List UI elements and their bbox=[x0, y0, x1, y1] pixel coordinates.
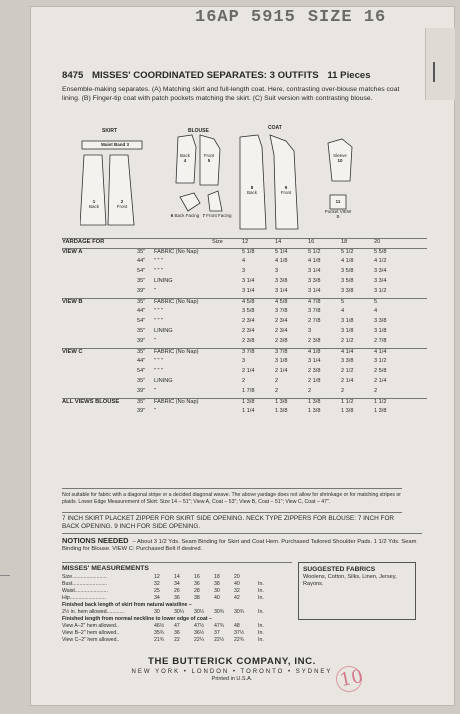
fabric-type: " bbox=[154, 288, 156, 294]
yardage-value: 5 bbox=[374, 299, 378, 305]
yardage-value: 2 5/8 bbox=[374, 368, 387, 374]
measurements-title: MISSES' MEASUREMENTS bbox=[62, 565, 149, 572]
piece-5-name: Front bbox=[203, 153, 215, 158]
yardage-value: 4 1/4 bbox=[341, 349, 354, 355]
yardage-row bbox=[62, 288, 427, 298]
yardage-value: 2 3/8 bbox=[308, 368, 321, 374]
yardage-value: 1 1/2 bbox=[341, 399, 354, 405]
yardage-value: 2 3/4 bbox=[242, 318, 255, 324]
envelope-flap bbox=[425, 28, 455, 100]
measurement-value: 40 bbox=[234, 581, 240, 587]
yardage-value: 1 3/8 bbox=[275, 408, 288, 414]
piece-8-label bbox=[242, 185, 262, 195]
measurement-caption: Finished length from normal neckline to lower edge of coat – bbox=[62, 616, 212, 622]
measurement-unit: In. bbox=[258, 637, 264, 643]
view-name: VIEW C bbox=[62, 349, 83, 355]
yardage-row bbox=[62, 248, 427, 258]
yardage-value: 4 5/8 bbox=[242, 299, 255, 305]
measurement-value: 48 bbox=[234, 623, 240, 629]
measurement-row bbox=[62, 588, 292, 595]
skirt-front-piece bbox=[108, 155, 134, 225]
yardage-value: 2 3/8 bbox=[242, 338, 255, 344]
yardage-value: 2 bbox=[275, 378, 279, 384]
measurement-value: 30¾ bbox=[234, 609, 245, 615]
fabric-width: 54" bbox=[137, 368, 146, 374]
measurement-value: 42 bbox=[234, 595, 240, 601]
yardage-value: 2 3/4 bbox=[242, 328, 255, 334]
measurement-value: 36 bbox=[174, 630, 180, 636]
yardage-row bbox=[62, 268, 427, 278]
size-col-14: 14 bbox=[275, 239, 282, 245]
yardage-value: 1 1/4 bbox=[242, 408, 255, 414]
blouse-label: BLOUSE bbox=[188, 128, 209, 134]
yardage-value: 2 bbox=[341, 388, 345, 394]
yardage-value: 3 7/8 bbox=[275, 349, 288, 355]
yardage-value: 3 3/8 bbox=[341, 358, 354, 364]
yardage-value: 3 5/8 bbox=[341, 278, 354, 284]
yardage-value: 2 3/4 bbox=[275, 328, 288, 334]
yardage-row bbox=[62, 308, 427, 318]
measurement-value: 30 bbox=[214, 588, 220, 594]
fabric-width: 35" bbox=[137, 328, 146, 334]
yardage-value: 2 1/4 bbox=[341, 378, 354, 384]
measurement-value: 46½ bbox=[154, 623, 165, 629]
fabric-width: 44" bbox=[137, 258, 146, 264]
yardage-value: 3 1/8 bbox=[275, 358, 288, 364]
fabric-type: " bbox=[154, 388, 156, 394]
fabric-type: " " " bbox=[154, 358, 164, 364]
measurement-label: Bust........................ bbox=[62, 581, 107, 587]
size-col-20: 20 bbox=[374, 239, 381, 245]
yardage-value: 4 bbox=[242, 258, 246, 264]
yardage-value: 2 1/2 bbox=[341, 368, 354, 374]
fabric-width: 35" bbox=[137, 249, 146, 255]
fabric-type: FABRIC (No Nap) bbox=[154, 399, 199, 405]
fabric-type: FABRIC (No Nap) bbox=[154, 299, 199, 305]
view-name: VIEW B bbox=[62, 299, 83, 305]
yardage-value: 3 1/4 bbox=[308, 358, 321, 364]
measurement-row bbox=[62, 574, 292, 581]
yardage-value: 3 1/2 bbox=[374, 288, 387, 294]
measurement-label: View C–2" hem allowed.. bbox=[62, 637, 120, 643]
pencil-mark: 10 bbox=[338, 665, 365, 692]
yardage-value: 3 7/8 bbox=[308, 308, 321, 314]
yardage-value: 3 7/8 bbox=[242, 349, 255, 355]
piece-1-label bbox=[84, 199, 104, 209]
measurement-value: 36 bbox=[174, 595, 180, 601]
fabric-type: " " " bbox=[154, 268, 164, 274]
piece-4-label bbox=[176, 153, 194, 163]
yardage-row bbox=[62, 328, 427, 338]
yardage-value: 3 1/4 bbox=[308, 268, 321, 274]
measurement-value: 38 bbox=[214, 581, 220, 587]
measurement-value: 30¾ bbox=[214, 609, 225, 615]
description: Ensemble-making separates. (A) Matching skirt and full-length coat. Here, contrasting over-blouse matches coat lining. (B) Finger-tip coat with patch pockets matching the skirt. (C) Suit version with contrasting blouse. bbox=[62, 86, 400, 102]
measurement-value: 30½ bbox=[194, 609, 205, 615]
yardage-value: 2 3/8 bbox=[308, 338, 321, 344]
yardage-header-label: YARDAGE FOR bbox=[62, 239, 105, 245]
suggested-fabrics bbox=[298, 562, 416, 620]
piece-9-name: Front bbox=[280, 190, 292, 195]
fabric-width: 54" bbox=[137, 268, 146, 274]
yardage-value: 4 bbox=[374, 308, 378, 314]
printed-in: Printed in U.S.A. bbox=[211, 676, 253, 682]
yardage-row bbox=[62, 368, 427, 378]
yardage-value: 1 3/8 bbox=[308, 408, 321, 414]
fabric-width: 35" bbox=[137, 378, 146, 384]
size-col-18: 18 bbox=[341, 239, 348, 245]
yardage-value: 2 7/8 bbox=[308, 318, 321, 324]
yardage-row bbox=[62, 388, 427, 398]
measurement-value: 34 bbox=[154, 595, 160, 601]
company-name: THE BUTTERICK COMPANY, INC. bbox=[148, 656, 316, 667]
notions-title: NOTIONS NEEDED bbox=[62, 536, 129, 545]
fabric-type: FABRIC (No Nap) bbox=[154, 249, 199, 255]
measurement-row bbox=[62, 595, 292, 602]
yardage-row bbox=[62, 258, 427, 268]
piece-10-num: 10 bbox=[337, 158, 343, 163]
suggested-title: SUGGESTED FABRICS bbox=[303, 566, 376, 573]
flap-mark bbox=[433, 62, 435, 82]
piece-7-num: 7 bbox=[202, 213, 205, 218]
yardage-value: 2 3/4 bbox=[275, 318, 288, 324]
size-header: Size bbox=[212, 239, 223, 245]
yardage-value: 4 1/2 bbox=[374, 258, 387, 264]
piece-5-label bbox=[200, 153, 218, 163]
measurement-value: 36½ bbox=[194, 630, 205, 636]
size-col-16: 16 bbox=[308, 239, 315, 245]
measurement-row bbox=[62, 623, 292, 630]
yardage-value: 3 bbox=[242, 358, 246, 364]
measurement-value: 35¾ bbox=[154, 630, 165, 636]
edge-mark bbox=[0, 575, 10, 576]
yardage-value: 3 1/4 bbox=[242, 278, 255, 284]
measurement-value: 20 bbox=[234, 574, 240, 580]
fabric-width: 39" bbox=[137, 388, 146, 394]
piece-11-name: Pocket VIEW B bbox=[324, 209, 352, 219]
yardage-value: 3 1/4 bbox=[242, 288, 255, 294]
measurement-value: 37 bbox=[214, 630, 220, 636]
yardage-value: 5 1/2 bbox=[308, 249, 321, 255]
measurement-caption: Finished back length of skirt from natural waistline – bbox=[62, 602, 192, 608]
yardage-row bbox=[62, 358, 427, 368]
yardage-value: 2 1/8 bbox=[308, 378, 321, 384]
yardage-value: 3 3/8 bbox=[275, 278, 288, 284]
yardage-value: 1 3/8 bbox=[308, 399, 321, 405]
measurement-value: 47½ bbox=[194, 623, 205, 629]
fabric-width: 54" bbox=[137, 318, 146, 324]
measurement-row bbox=[62, 637, 292, 644]
measurement-value: 25 bbox=[154, 588, 160, 594]
notions-needed bbox=[62, 533, 422, 554]
coat-label: COAT bbox=[268, 125, 282, 131]
piece-8-num: 8 bbox=[250, 185, 254, 190]
yardage-row bbox=[62, 378, 427, 388]
yardage-value: 3 3/8 bbox=[341, 288, 354, 294]
yardage-value: 3 1/8 bbox=[374, 328, 387, 334]
fabric-type: " bbox=[154, 338, 156, 344]
measurement-value: 12 bbox=[154, 574, 160, 580]
measurement-value: 22¼ bbox=[194, 637, 205, 643]
fabric-type: LINING bbox=[154, 328, 173, 334]
misses-measurements bbox=[62, 562, 292, 644]
piece-1-num: 1 bbox=[92, 199, 96, 204]
piece-6-num: 6 bbox=[170, 213, 174, 218]
measurement-value: 18 bbox=[214, 574, 220, 580]
piece-7-name: Front Facing bbox=[206, 213, 232, 218]
measurement-unit: In. bbox=[258, 609, 264, 615]
measurement-unit: In. bbox=[258, 595, 264, 601]
piece-10-name: Sleeve bbox=[333, 153, 347, 158]
fabric-width: 44" bbox=[137, 308, 146, 314]
fabric-type: " bbox=[154, 408, 156, 414]
stamp-size: SIZE 16 bbox=[307, 8, 387, 27]
size-col-12: 12 bbox=[242, 239, 249, 245]
yardage-value: 1 3/8 bbox=[374, 408, 387, 414]
measurement-value: 37½ bbox=[234, 630, 245, 636]
piece-8-name: Back bbox=[246, 190, 257, 195]
yardage-value: 2 bbox=[308, 388, 312, 394]
yardage-value: 3 bbox=[242, 268, 246, 274]
measurement-unit: In. bbox=[258, 630, 264, 636]
yardage-value: 2 bbox=[242, 378, 246, 384]
stamp bbox=[195, 8, 386, 27]
yardage-value: 3 1/8 bbox=[341, 318, 354, 324]
zipper-notice: 7 INCH SKIRT PLACKET ZIPPER FOR SKIRT SIDE OPENING. NECK TYPE ZIPPERS FOR BLOUSE: 7 INCH FOR BACK OPENING. 9 INCH FOR SIDE OPENING. bbox=[62, 512, 402, 531]
yardage-value: 3 7/8 bbox=[275, 308, 288, 314]
piece-11-num: 11 bbox=[335, 199, 341, 204]
yardage-value: 2 1/4 bbox=[275, 368, 288, 374]
pattern-number: 8475 bbox=[62, 70, 84, 81]
measurement-value: 21¾ bbox=[154, 637, 165, 643]
piece-4-num: 4 bbox=[183, 158, 187, 163]
piece-2-num: 2 bbox=[120, 199, 124, 204]
measurement-value: 38 bbox=[194, 595, 200, 601]
yardage-value: 4 1/8 bbox=[308, 258, 321, 264]
measurement-label: Size........................ bbox=[62, 574, 107, 580]
yardage-value: 3 1/2 bbox=[374, 358, 387, 364]
measurement-value: 30 bbox=[154, 609, 160, 615]
measurement-row bbox=[62, 630, 292, 637]
yardage-value: 3 3/4 bbox=[374, 268, 387, 274]
yardage-value: 4 1/8 bbox=[308, 349, 321, 355]
pattern-piece-diagram bbox=[80, 125, 410, 235]
yardage-value: 2 1/4 bbox=[242, 368, 255, 374]
fabric-type: " " " bbox=[154, 308, 164, 314]
yardage-value: 2 3/8 bbox=[275, 338, 288, 344]
measurement-value: 28 bbox=[194, 588, 200, 594]
yardage-value: 3 1/4 bbox=[275, 288, 288, 294]
yardage-value: 3 bbox=[275, 268, 279, 274]
measurement-value: 22 bbox=[174, 637, 180, 643]
piece-9-num: 9 bbox=[284, 185, 288, 190]
yardage-value: 5 bbox=[341, 299, 345, 305]
coat-back-piece bbox=[240, 135, 266, 229]
fabric-type: " " " bbox=[154, 258, 164, 264]
yardage-value: 4 7/8 bbox=[308, 299, 321, 305]
yardage-value: 3 3/8 bbox=[308, 278, 321, 284]
yardage-note: Not suitable for fabric with a diagonal stripe or a decided diagonal weave. The above yardage does not allow for shrinkage or for matching stripes or plaids. Lower Edge Measurement of Skirt: Size 14 – 51"; View A, Coat – 53"; View B, Coat – 51"; View C, Coat – 47". bbox=[62, 488, 402, 505]
measurement-row bbox=[62, 581, 292, 588]
piece-4-name: Back bbox=[179, 153, 190, 158]
fabric-width: 39" bbox=[137, 288, 146, 294]
measurement-value: 22¾ bbox=[234, 637, 245, 643]
piece-6-label bbox=[170, 213, 200, 218]
yardage-value: 2 1/2 bbox=[341, 338, 354, 344]
measurement-unit: In. bbox=[258, 588, 264, 594]
measurement-unit: In. bbox=[258, 623, 264, 629]
measurement-label: Hip......................... bbox=[62, 595, 106, 601]
piece-9-label bbox=[276, 185, 296, 195]
measurement-value: 47 bbox=[174, 623, 180, 629]
notions-text: – About 3 1/2 Yds. Seam Binding for Skirt and Coat Hem. Purchased Tailored Shoulder Pads. 1 1/2 Yds. Seam Binding for Blouse. VIEW C: Purchased Belt if desired. bbox=[62, 539, 417, 553]
stamp-number: 16AP 5915 bbox=[195, 8, 296, 27]
coat-front-piece bbox=[270, 135, 298, 229]
measurement-value: 16 bbox=[194, 574, 200, 580]
yardage-value: 3 1/8 bbox=[341, 328, 354, 334]
yardage-row bbox=[62, 338, 427, 348]
piece-11-label bbox=[324, 199, 352, 219]
piece-1-name: Back bbox=[88, 204, 99, 209]
measurement-row bbox=[62, 609, 292, 616]
waistband-label: Waist Band 3 bbox=[100, 142, 130, 147]
yardage-value: 5 5/8 bbox=[374, 249, 387, 255]
measurement-label: 2½ in. hem allowed............ bbox=[62, 609, 124, 615]
yardage-value: 4 1/8 bbox=[341, 258, 354, 264]
piece-10-label bbox=[331, 153, 349, 163]
measurement-value: 30¼ bbox=[174, 609, 185, 615]
yardage-row bbox=[62, 298, 427, 308]
front-facing-piece bbox=[208, 191, 222, 211]
fabric-width: 35" bbox=[137, 278, 146, 284]
yardage-value: 1 3/8 bbox=[242, 399, 255, 405]
view-name: ALL VIEWS BLOUSE bbox=[62, 399, 120, 405]
fabric-width: 39" bbox=[137, 338, 146, 344]
yardage-value: 3 1/4 bbox=[308, 288, 321, 294]
measurement-value: 40 bbox=[214, 595, 220, 601]
yardage-header-row bbox=[62, 238, 427, 248]
piece-count: 11 Pieces bbox=[327, 70, 371, 81]
measurement-value: 26 bbox=[174, 588, 180, 594]
measurement-label: View B–2" hem allowed.. bbox=[62, 630, 120, 636]
yardage-row bbox=[62, 278, 427, 288]
back-facing-piece bbox=[180, 193, 200, 211]
yardage-value: 1 1/2 bbox=[374, 399, 387, 405]
piece-7-label bbox=[202, 213, 232, 218]
yardage-value: 5 1/4 bbox=[275, 249, 288, 255]
suggested-text: Woolens, Cotton, Silks, Linen, Jersey, Rayons. bbox=[303, 574, 397, 588]
measurement-value: 34 bbox=[174, 581, 180, 587]
yardage-value: 4 bbox=[341, 308, 345, 314]
yardage-value: 3 5/8 bbox=[341, 268, 354, 274]
yardage-value: 3 3/8 bbox=[374, 318, 387, 324]
measurement-value: 47¾ bbox=[214, 623, 225, 629]
yardage-row bbox=[62, 398, 427, 408]
measurement-value: 14 bbox=[174, 574, 180, 580]
fabric-type: LINING bbox=[154, 378, 173, 384]
measurement-value: 22½ bbox=[214, 637, 225, 643]
skirt-label: SKIRT bbox=[102, 128, 117, 134]
fabric-width: 44" bbox=[137, 358, 146, 364]
pattern-title: MISSES' COORDINATED SEPARATES: 3 OUTFITS bbox=[92, 70, 319, 81]
yardage-table bbox=[62, 238, 427, 418]
fabric-width: 35" bbox=[137, 399, 146, 405]
fabric-type: " " " bbox=[154, 368, 164, 374]
fabric-type: FABRIC (No Nap) bbox=[154, 349, 199, 355]
yardage-value: 3 5/8 bbox=[242, 308, 255, 314]
yardage-value: 4 1/8 bbox=[275, 258, 288, 264]
measurement-value: 32 bbox=[154, 581, 160, 587]
pattern-header bbox=[62, 70, 377, 81]
piece-6-name: Back Facing bbox=[174, 213, 200, 218]
fabric-width: 35" bbox=[137, 299, 146, 305]
fabric-type: " " " bbox=[154, 318, 164, 324]
yardage-value: 5 1/2 bbox=[341, 249, 354, 255]
piece-2-label bbox=[112, 199, 132, 209]
yardage-value: 2 bbox=[374, 388, 378, 394]
skirt-back-piece bbox=[80, 155, 106, 225]
measurement-label: View A–2" hem allowed.. bbox=[62, 623, 119, 629]
yardage-value: 3 bbox=[308, 328, 312, 334]
yardage-value: 4 5/8 bbox=[275, 299, 288, 305]
yardage-row bbox=[62, 408, 427, 418]
measurement-value: 36 bbox=[194, 581, 200, 587]
yardage-value: 2 bbox=[275, 388, 279, 394]
view-name: VIEW A bbox=[62, 249, 83, 255]
yardage-value: 5 1/8 bbox=[242, 249, 255, 255]
fabric-width: 35" bbox=[137, 349, 146, 355]
yardage-value: 1 3/8 bbox=[341, 408, 354, 414]
yardage-value: 1 3/8 bbox=[275, 399, 288, 405]
yardage-row bbox=[62, 348, 427, 358]
measurement-value: 32 bbox=[234, 588, 240, 594]
yardage-value: 4 1/4 bbox=[374, 349, 387, 355]
yardage-value: 1 7/8 bbox=[242, 388, 255, 394]
company-cities: NEW YORK • LONDON • TORONTO • SYDNEY bbox=[131, 669, 333, 675]
yardage-row bbox=[62, 318, 427, 328]
measurement-unit: In. bbox=[258, 581, 264, 587]
piece-5-num: 5 bbox=[207, 158, 211, 163]
yardage-value: 2 7/8 bbox=[374, 338, 387, 344]
piece-2-name: Front bbox=[116, 204, 128, 209]
fabric-type: LINING bbox=[154, 278, 173, 284]
fabric-width: 39" bbox=[137, 408, 146, 414]
measurement-label: Waist....................... bbox=[62, 588, 108, 594]
yardage-value: 3 3/4 bbox=[374, 278, 387, 284]
yardage-value: 2 1/4 bbox=[374, 378, 387, 384]
